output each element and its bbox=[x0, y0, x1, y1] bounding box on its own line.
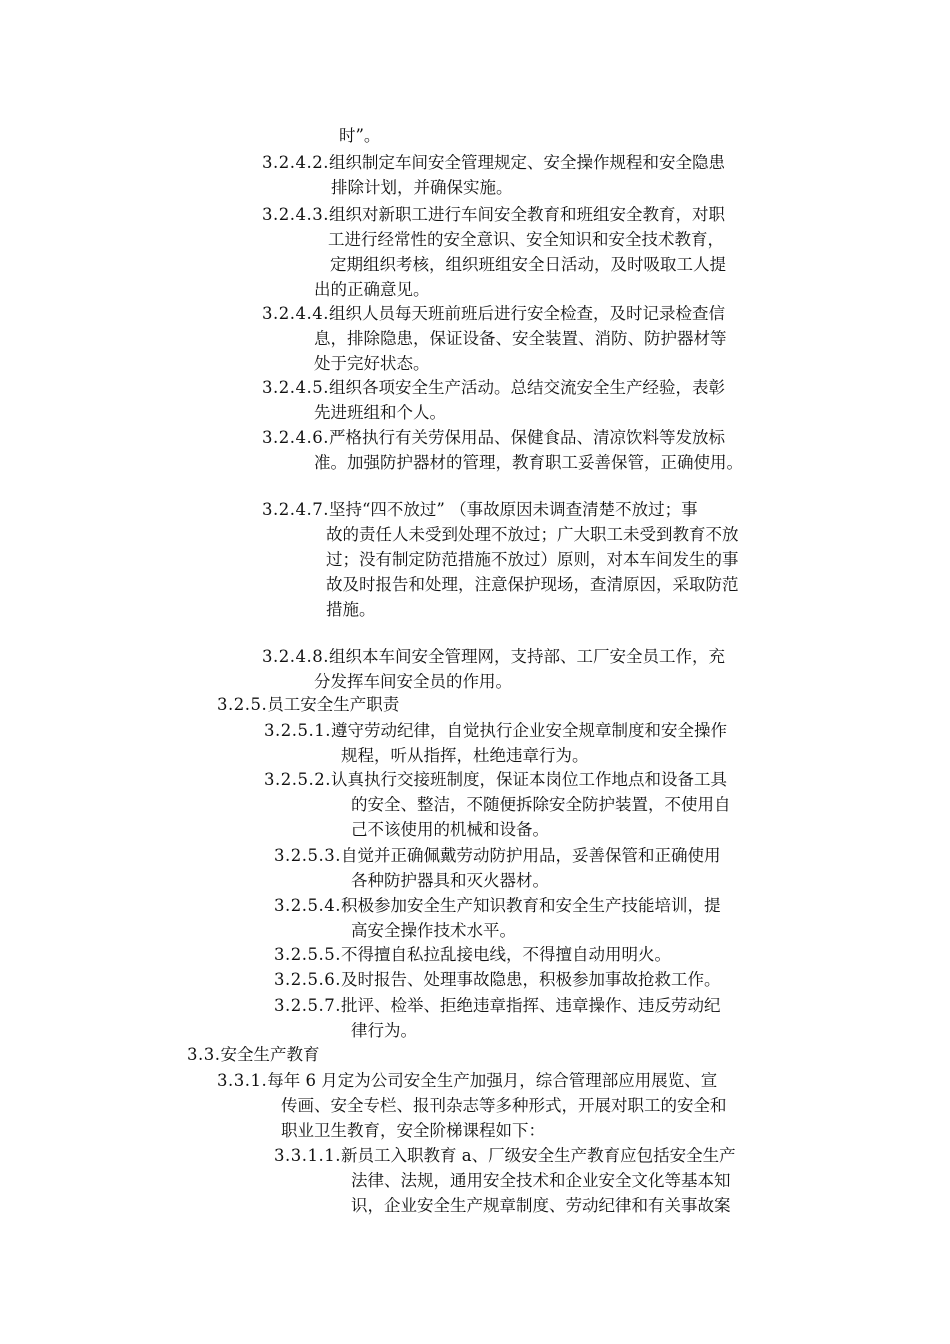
clause-3-2-5-5 bbox=[274, 942, 671, 967]
clause-text-cont: 先进班组和个人。 bbox=[314, 403, 446, 422]
clause-text-cont: 息，排除隐患，保证设备、安全装置、消防、防护器材等 bbox=[314, 329, 727, 348]
clause-3-2-5-6 bbox=[274, 967, 720, 992]
clause-number: 3.2.4.3. bbox=[262, 205, 329, 224]
clause-3-2-4-7 bbox=[262, 497, 739, 622]
clause-number: 3.2.4.2. bbox=[262, 153, 329, 172]
section-number: 3.3. bbox=[187, 1045, 221, 1064]
clause-number: 3.2.5.1. bbox=[264, 721, 331, 740]
clause-text-cont: 分发挥车间安全员的作用。 bbox=[314, 672, 512, 691]
clause-3-3-1-1 bbox=[274, 1143, 736, 1218]
clause-text: 每年 6 月定为公司安全生产加强月，综合管理部应用展览、宣 bbox=[267, 1071, 718, 1090]
clause-text-cont: 律行为。 bbox=[351, 1021, 417, 1040]
clause-3-2-4-6 bbox=[262, 425, 743, 475]
clause-number: 3.3.1.1. bbox=[274, 1146, 341, 1165]
clause-text: 新员工入职教育 a、厂级安全生产教育应包括安全生产 bbox=[340, 1146, 736, 1165]
clause-text: 认真执行交接班制度，保证本岗位工作地点和设备工具 bbox=[330, 770, 727, 789]
clause-text-cont: 故的责任人未受到处理不放过；广大职工未受到教育不放 bbox=[326, 525, 739, 544]
clause-3-2-5-3 bbox=[274, 843, 720, 893]
clause-text-cont: 出的正确意见。 bbox=[314, 280, 430, 299]
clause-number: 3.2.5.5. bbox=[274, 945, 341, 964]
clause-number: 3.2.4.4. bbox=[262, 304, 329, 323]
clause-text-cont: 识，企业安全生产规章制度、劳动纪律和有关事故案 bbox=[351, 1196, 731, 1215]
clause-text-cont: 法律、法规，通用安全技术和企业安全文化等基本知 bbox=[351, 1171, 731, 1190]
clause-text: 组织人员每天班前班后进行安全检查，及时记录检查信 bbox=[328, 304, 725, 323]
clause-number: 3.3.1. bbox=[217, 1071, 268, 1090]
clause-text: 组织制定车间安全管理规定、安全操作规程和安全隐患 bbox=[328, 153, 725, 172]
clause-number: 3.2.5.6. bbox=[274, 970, 341, 989]
clause-text-cont: 传画、安全专栏、报刊杂志等多种形式，开展对职工的安全和 bbox=[281, 1096, 727, 1115]
clause-text: 不得擅自私拉乱接电线，不得擅自动用明火。 bbox=[340, 945, 671, 964]
clause-text: 组织各项安全生产活动。总结交流安全生产经验，表彰 bbox=[328, 378, 725, 397]
clause-text-cont: 定期组织考核，组织班组安全日活动，及时吸取工人提 bbox=[330, 255, 726, 274]
text-line: 时”。 bbox=[339, 126, 381, 145]
clause-number: 3.2.5.7. bbox=[274, 996, 341, 1015]
clause-text-cont: 故及时报告和处理，注意保护现场，查清原因，采取防范 bbox=[326, 575, 739, 594]
clause-3-2-5-1 bbox=[264, 718, 727, 768]
clause-number: 3.2.4.7. bbox=[262, 500, 329, 519]
clause-text-cont: 过；没有制定防范措施不放过）原则，对本车间发生的事 bbox=[326, 550, 739, 569]
section-3-3-heading bbox=[187, 1042, 320, 1067]
clause-text: 及时报告、处理事故隐患，积极参加事故抢救工作。 bbox=[340, 970, 721, 989]
clause-number: 3.2.4.8. bbox=[262, 647, 329, 666]
clause-text: 组织本车间安全管理网，支持部、工厂安全员工作，充 bbox=[328, 647, 725, 666]
clause-3-2-5-2 bbox=[264, 767, 731, 842]
clause-text: 自觉并正确佩戴劳动防护用品，妥善保管和正确使用 bbox=[340, 846, 721, 865]
clause-3-3-1 bbox=[217, 1068, 727, 1143]
clause-3-2-5-4 bbox=[274, 893, 720, 943]
clause-text-cont: 处于完好状态。 bbox=[314, 354, 430, 373]
clause-text-cont: 的安全、整洁，不随便拆除安全防护装置，不使用自 bbox=[351, 795, 731, 814]
clause-text-cont: 己不该使用的机械和设备。 bbox=[351, 820, 549, 839]
clause-text-cont: 职业卫生教育，安全阶梯课程如下： bbox=[281, 1121, 545, 1140]
clause-3-2-4-4 bbox=[262, 301, 727, 376]
clause-text: 批评、检举、拒绝违章指挥、违章操作、违反劳动纪 bbox=[340, 996, 721, 1015]
clause-3-2-4-8 bbox=[262, 644, 725, 694]
clause-text-cont: 排除计划，并确保实施。 bbox=[331, 178, 513, 197]
clause-number: 3.2.5.2. bbox=[264, 770, 331, 789]
clause-text-cont: 措施。 bbox=[326, 600, 376, 619]
section-title: 员工安全生产职责 bbox=[267, 695, 400, 714]
clause-text-cont: 工进行经常性的安全意识、安全知识和安全技术教育， bbox=[328, 230, 724, 249]
clause-number: 3.2.5.3. bbox=[274, 846, 341, 865]
clause-number: 3.2.4.5. bbox=[262, 378, 329, 397]
clause-3-2-4-5 bbox=[262, 375, 725, 425]
clause-text: 遵守劳动纪律，自觉执行企业安全规章制度和安全操作 bbox=[330, 721, 727, 740]
clause-text-cont: 各种防护器具和灭火器材。 bbox=[351, 871, 549, 890]
text-block-continuation bbox=[339, 123, 380, 148]
clause-text-cont: 规程，听从指挥，杜绝违章行为。 bbox=[341, 746, 589, 765]
clause-3-2-4-2 bbox=[262, 150, 725, 200]
section-number: 3.2.5. bbox=[217, 695, 268, 714]
clause-text: 严格执行有关劳保用品、保健食品、清凉饮料等发放标 bbox=[328, 428, 725, 447]
section-3-2-5-heading bbox=[217, 692, 399, 717]
clause-number: 3.2.5.4. bbox=[274, 896, 341, 915]
clause-3-2-5-7 bbox=[274, 993, 720, 1043]
clause-number: 3.2.4.6. bbox=[262, 428, 329, 447]
clause-text: 组织对新职工进行车间安全教育和班组安全教育，对职 bbox=[328, 205, 725, 224]
section-title: 安全生产教育 bbox=[220, 1045, 320, 1064]
clause-text-cont: 高安全操作技术水平。 bbox=[351, 921, 516, 940]
clause-text: 坚持“四不放过” （事故原因未调查清楚不放过；事 bbox=[328, 500, 698, 519]
clause-text-cont: 准。加强防护器材的管理，教育职工妥善保管，正确使用。 bbox=[314, 453, 743, 472]
clause-3-2-4-3 bbox=[262, 202, 726, 302]
clause-text: 积极参加安全生产知识教育和安全生产技能培训，提 bbox=[340, 896, 721, 915]
